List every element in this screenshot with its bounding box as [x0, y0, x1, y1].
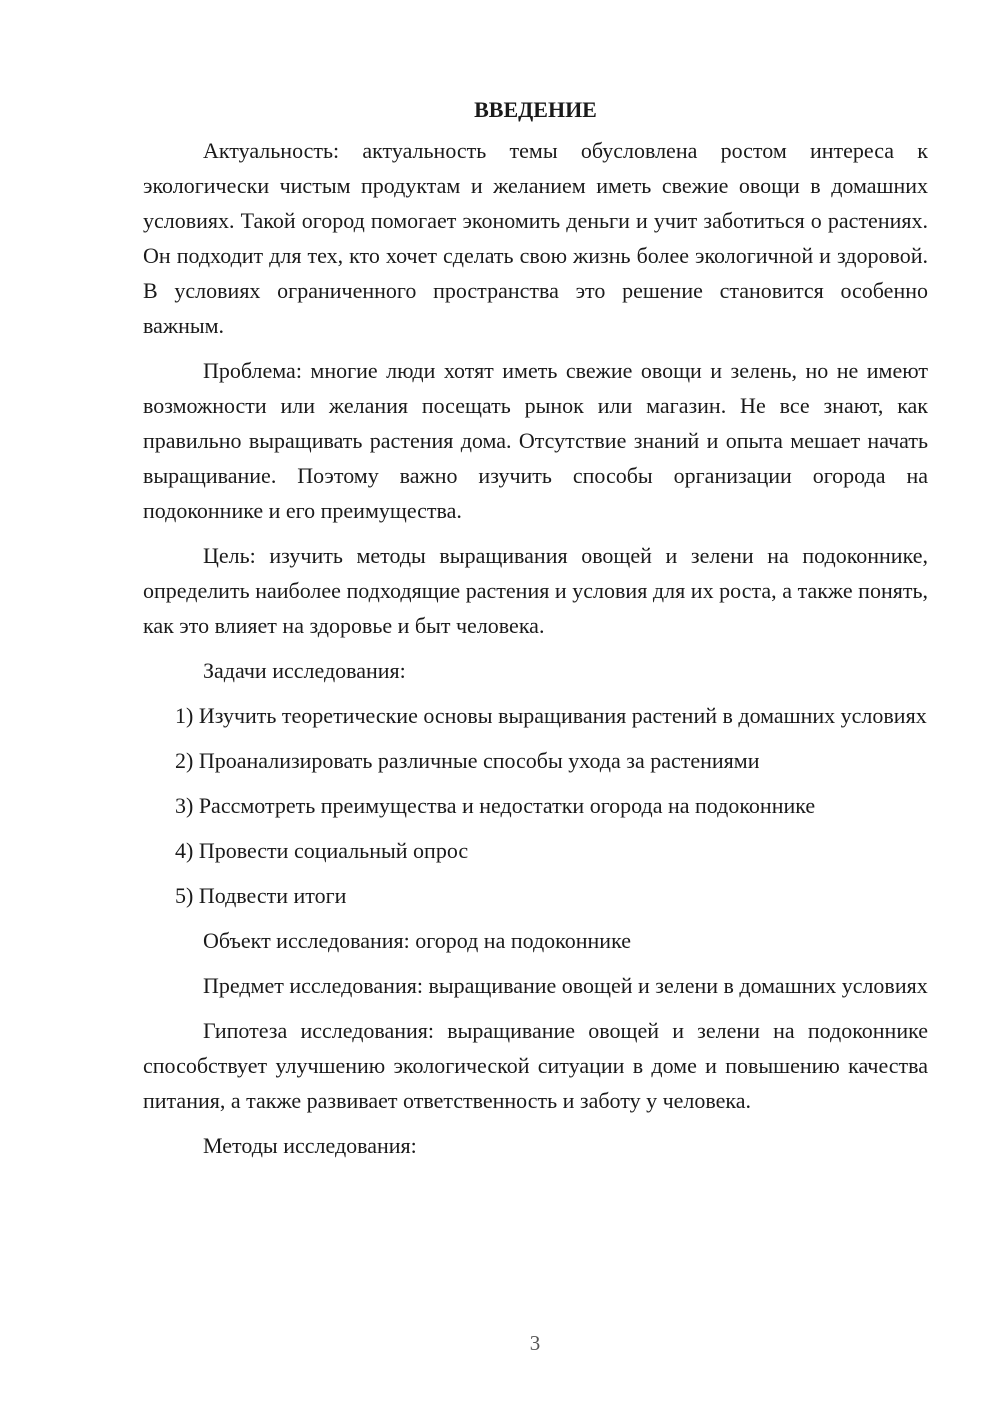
task-item-2: 2) Проанализировать различные способы ухода за растениями — [175, 748, 760, 773]
object-paragraph: Объект исследования: огород на подоконнике — [203, 928, 631, 953]
tasks-heading: Задачи исследования: — [203, 658, 406, 683]
task-item-5: 5) Подвести итоги — [175, 883, 347, 908]
problem-paragraph: Проблема: многие люди хотят иметь свежие овощи и зелень, но не имеют возможности или желания посещать рынок или магазин. Не все знают, как правильно выращивать растения дома. Отсутствие знаний и опыта мешает начать выращивание. Поэтому важно изучить способы организации огорода на подоконнике и его преимущества. — [143, 358, 928, 523]
hypothesis-paragraph: Гипотеза исследования: выращивание овощей и зелени на подоконнике способствует улучшению экологической ситуации в доме и повышению качества питания, а также развивает ответственность и заботу у человека. — [143, 1018, 928, 1113]
task-item-1: 1) Изучить теоретические основы выращивания растений в домашних условиях — [175, 703, 927, 728]
relevance-paragraph: Актуальность: актуальность темы обусловлена ростом интереса к экологически чистым продуктам и желанием иметь свежие овощи в домашних условиях. Такой огород помогает экономить деньги и учит заботиться о растениях. Он подходит для тех, кто хочет сделать свою жизнь более экологичной и здоровой. В условиях ограниченного пространства это решение становится особенно важным. — [143, 138, 928, 338]
page-number: 3 — [529, 1331, 541, 1355]
methods-heading: Методы исследования: — [203, 1133, 417, 1158]
subject-paragraph: Предмет исследования: выращивание овощей и зелени в домашних условиях — [203, 973, 928, 998]
document-page — [143, 92, 928, 1173]
task-item-4: 4) Провести социальный опрос — [175, 838, 469, 863]
page-title: ВВЕДЕНИЕ — [474, 97, 597, 122]
task-item-3: 3) Рассмотреть преимущества и недостатки огорода на подоконнике — [175, 793, 816, 818]
goal-paragraph: Цель: изучить методы выращивания овощей и зелени на подоконнике, определить наиболее подходящие растения и условия для их роста, а также понять, как это влияет на здоровье и быт человека. — [143, 543, 928, 638]
